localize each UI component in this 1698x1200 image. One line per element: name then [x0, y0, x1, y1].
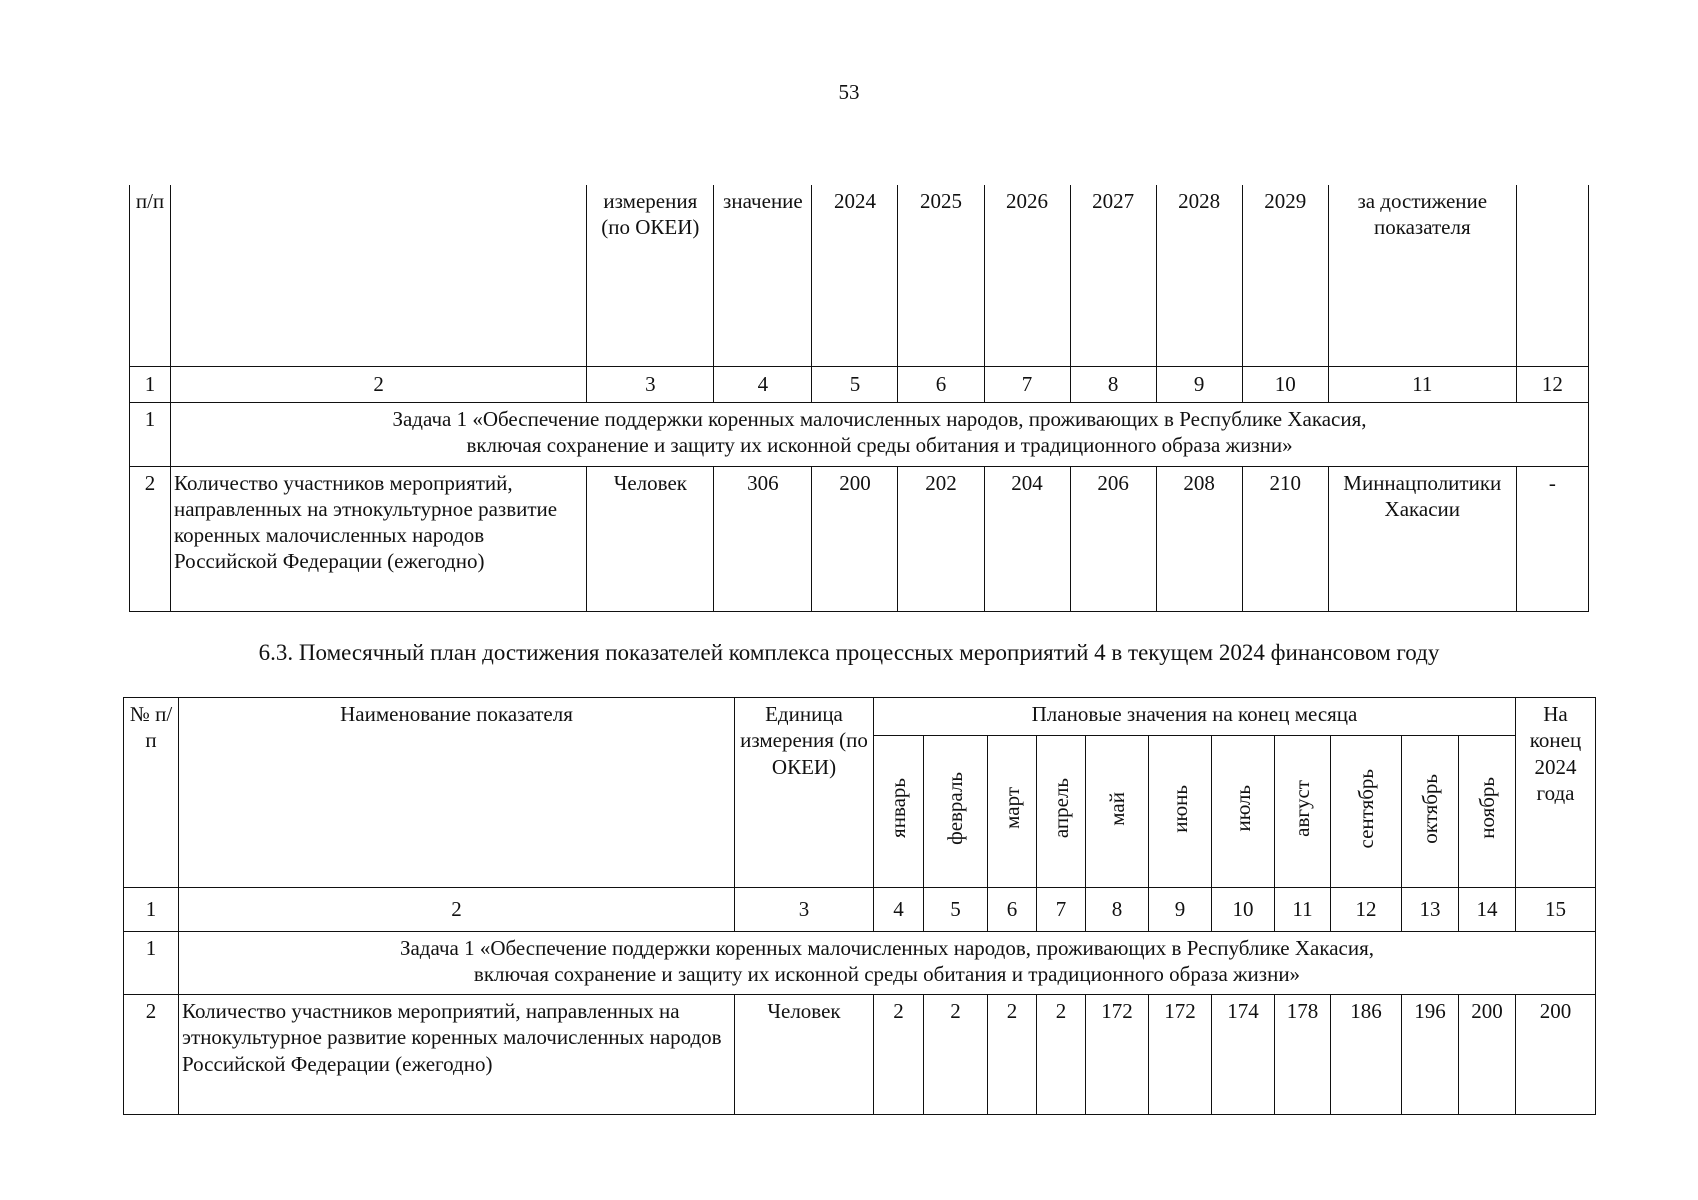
table1-column-numbers-row [130, 366, 1589, 402]
column-number: 1 [124, 888, 179, 932]
month-value: 2 [924, 995, 988, 1115]
month-value: 2 [874, 995, 924, 1115]
column-number: 3 [735, 888, 874, 932]
month-value: 172 [1086, 995, 1149, 1115]
unit: Человек [587, 466, 714, 611]
value-2028: 208 [1156, 466, 1242, 611]
header-cell: 2027 [1070, 185, 1156, 366]
table2-task-row [124, 932, 1596, 995]
task-title [179, 932, 1596, 995]
unit: Человек [735, 995, 874, 1115]
table1-indicator-row [130, 466, 1589, 611]
month-header: март [988, 736, 1037, 888]
header-cell [1516, 185, 1588, 366]
column-number: 6 [898, 366, 984, 402]
monthly-plan-table [123, 697, 1596, 1115]
header-cell: п/п [130, 185, 171, 366]
header-end-of-year: На конец 2024 года [1516, 698, 1596, 888]
header-cell: за достижение показателя [1328, 185, 1516, 366]
header-cell: 2029 [1242, 185, 1328, 366]
month-value: 174 [1212, 995, 1275, 1115]
column-number: 13 [1402, 888, 1459, 932]
column-number: 15 [1516, 888, 1596, 932]
task-title [171, 402, 1589, 466]
column-number: 12 [1331, 888, 1402, 932]
month-header: апрель [1037, 736, 1086, 888]
month-value: 2 [1037, 995, 1086, 1115]
month-header: февраль [924, 736, 988, 888]
month-header: сентябрь [1331, 736, 1402, 888]
value-2026: 204 [984, 466, 1070, 611]
month-value: 196 [1402, 995, 1459, 1115]
end-of-year-value: 200 [1516, 995, 1596, 1115]
column-number: 8 [1086, 888, 1149, 932]
month-header: июнь [1149, 736, 1212, 888]
column-number: 9 [1156, 366, 1242, 402]
column-number: 7 [1037, 888, 1086, 932]
column-number: 5 [924, 888, 988, 932]
value-2024: 200 [812, 466, 898, 611]
row-number: 2 [130, 466, 171, 611]
header-unit: Единица измерения (по ОКЕИ) [735, 698, 874, 888]
task-number: 1 [124, 932, 179, 995]
value-2027: 206 [1070, 466, 1156, 611]
column-number: 4 [874, 888, 924, 932]
month-header: июль [1212, 736, 1275, 888]
column-number: 1 [130, 366, 171, 402]
header-cell: 2024 [812, 185, 898, 366]
column-number: 4 [714, 366, 812, 402]
month-header: август [1275, 736, 1331, 888]
column-number: 8 [1070, 366, 1156, 402]
header-cell [171, 185, 587, 366]
column-number: 14 [1459, 888, 1516, 932]
value-2029: 210 [1242, 466, 1328, 611]
header-num: № п/п [124, 698, 179, 888]
task-title-line-1: Задача 1 «Обеспечение поддержки коренных малочисленных народов, проживающих в Республике Хакасия, [399, 936, 1375, 960]
task-title-line-2: включая сохранение и защиту их исконной среды обитания и традиционного образа жизни» [466, 432, 1293, 457]
header-cell: 2026 [984, 185, 1070, 366]
indicator-name: Количество участников мероприятий, направленных на этнокультурное развитие коренных малочисленных народов Российской Федерации (ежегодно) [179, 995, 735, 1115]
base-value: 306 [714, 466, 812, 611]
column-number: 2 [179, 888, 735, 932]
indicators-table [129, 185, 1589, 612]
month-header: ноябрь [1459, 736, 1516, 888]
responsible: Миннацполитики Хакасии [1328, 466, 1516, 611]
value-2025: 202 [898, 466, 984, 611]
extra-cell: - [1516, 466, 1588, 611]
month-value: 186 [1331, 995, 1402, 1115]
column-number: 11 [1328, 366, 1516, 402]
column-number: 10 [1212, 888, 1275, 932]
task-number: 1 [130, 402, 171, 466]
section-title: 6.3. Помесячный план достижения показателей комплекса процессных мероприятий 4 в текущем 2024 финансовом году [258, 640, 1440, 665]
header-cell: 2025 [898, 185, 984, 366]
header-cell: значение [714, 185, 812, 366]
table1-header-row [130, 185, 1589, 366]
table1-task-row [130, 402, 1589, 466]
table2-column-numbers-row [124, 888, 1596, 932]
table2-indicator-row [124, 995, 1596, 1115]
header-cell: измерения (по ОКЕИ) [587, 185, 714, 366]
header-name: Наименование показателя [179, 698, 735, 888]
month-header: май [1086, 736, 1149, 888]
column-number: 12 [1516, 366, 1588, 402]
column-number: 6 [988, 888, 1037, 932]
header-plan-values: Плановые значения на конец месяца [874, 698, 1516, 736]
column-number: 7 [984, 366, 1070, 402]
indicator-name: Количество участников мероприятий, направленных на этнокультурное развитие коренных малочисленных народов Российской Федерации (ежегодно) [171, 466, 587, 611]
column-number: 11 [1275, 888, 1331, 932]
task-title-line-2: включая сохранение и защиту их исконной среды обитания и традиционного образа жизни» [473, 962, 1301, 987]
column-number: 2 [171, 366, 587, 402]
month-value: 2 [988, 995, 1037, 1115]
row-number: 2 [124, 995, 179, 1115]
header-cell: 2028 [1156, 185, 1242, 366]
month-header: октябрь [1402, 736, 1459, 888]
table2-header-row [124, 698, 1596, 736]
month-value: 172 [1149, 995, 1212, 1115]
column-number: 9 [1149, 888, 1212, 932]
column-number: 10 [1242, 366, 1328, 402]
month-header: январь [874, 736, 924, 888]
task-title-line-1: Задача 1 «Обеспечение поддержки коренных малочисленных народов, проживающих в Республике Хакасия, [392, 406, 1367, 431]
column-number: 5 [812, 366, 898, 402]
month-value: 178 [1275, 995, 1331, 1115]
page-number: 53 [838, 80, 860, 104]
column-number: 3 [587, 366, 714, 402]
month-value: 200 [1459, 995, 1516, 1115]
